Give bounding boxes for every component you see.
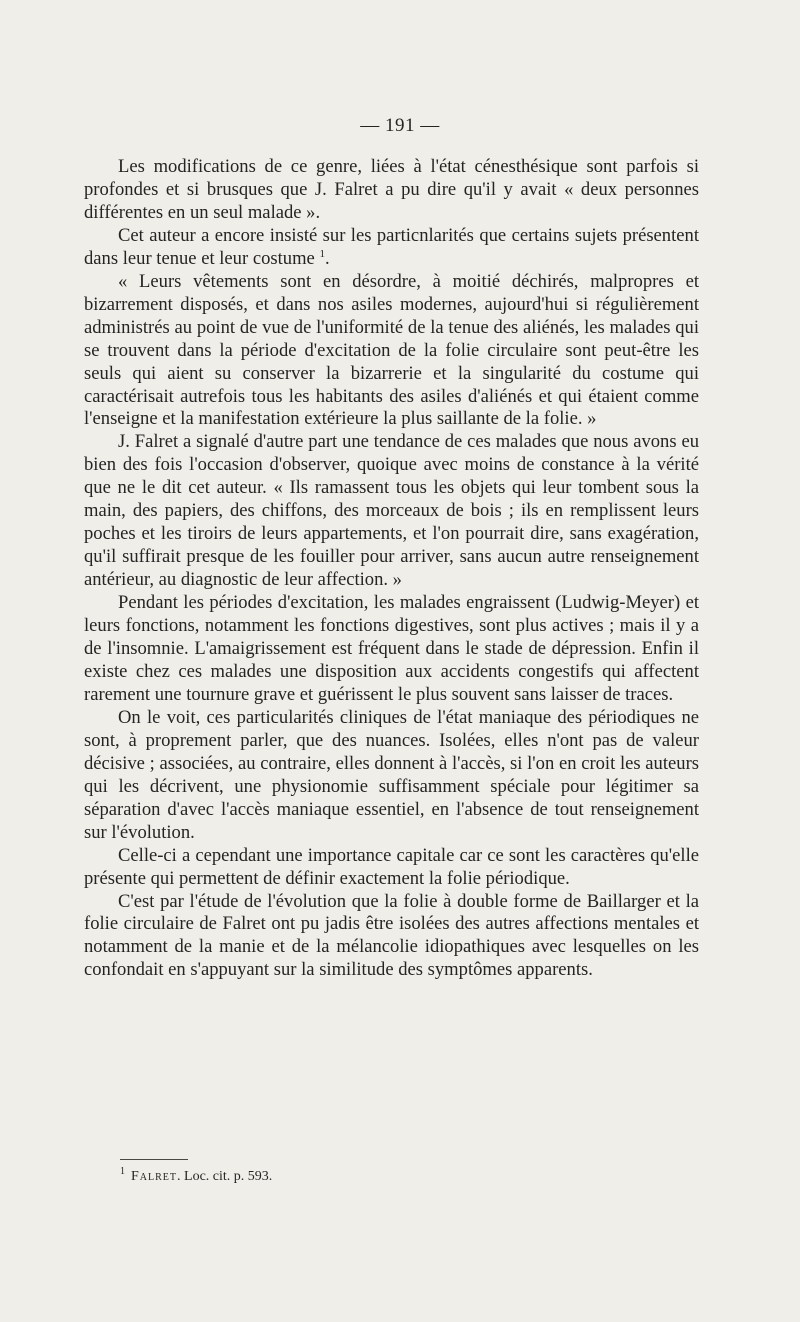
page-number: — 191 — [360,115,440,136]
paragraph: J. Falret a signalé d'autre part une tendance de ces malades que nous avons eu bien des fois l'occasion d'observer, quoique avec moins de constance à la vérité que ne le dit cet auteur. « Ils ramassent tous les objets qui leur tombent sous la main, des papiers, des chiffons, des morceaux de bois ; ils en remplissent leurs poches et les tiroirs de leurs appartements, et l'on pourrait dire, sans exagération, qu'il suffirait presque de les fouiller pour arriver, sans aucun autre renseignement antérieur, au diagnostic de leur affection. » [84,431,699,591]
footnote-divider [120,1159,188,1160]
paragraph: C'est par l'étude de l'évolution que la folie à double forme de Baillarger et la folie circulaire de Falret ont pu jadis être isolées des autres affections mentales et notamment de la manie et de la mélancolie idiopathiques avec lesquelles on les confondait en s'appuyant sur la similitude des symptômes apparents. [84,890,699,981]
paragraph-text: Cet auteur a encore insisté sur les particnlarités que certains sujets présentent dans leur tenue et leur costume [84,224,699,269]
paragraph: Pendant les périodes d'excitation, les malades engraissent (Ludwig-Meyer) et leurs fonctions, notamment les fonctions digestives, sont plus actives ; mais il y a de l'insomnie. L'amaigrissement est fréquent dans le stade de dépression. Enfin il existe chez ces malades une disposition aux accidents congestifs qui affectent rarement une tournure grave et guérissent le plus souvent sans laisser de traces. [84,592,699,705]
footnote-number: 1 [120,1166,125,1178]
paragraph: Les modifications de ce genre, liées à l'état cénesthésique sont parfois si profondes et si brusques que J. Falret a pu dire qu'il y avait « deux personnes différentes en un seul malade ». [84,156,699,223]
paragraph: « Leurs vêtements sont en désordre, à moitié déchirés, malpropres et bizarrement disposés, et dans nos asiles modernes, aujourd'hui si régulièrement administrés au point de vue de l'uniformité de la tenue des aliénés, les malades qui se trouvent dans la période d'excitation de la folie circulaire sont peut-être les seuls qui aient su conserver la bizarrerie et la singularité du costume qui caractérisait autrefois tous les habitants des asiles d'aliénés et qui étaient comme l'enseigne et la manifestation extérieure la plus saillante de la folie. » [84,270,699,430]
paragraph-text-end: . [324,247,330,269]
paragraph: On le voit, ces particularités cliniques de l'état maniaque des périodiques ne sont, à proprement parler, que des nuances. Isolées, elles n'ont pas de valeur décisive ; associées, au contraire, elles donnent à l'accès, si l'on en croit les auteurs qui les décrivent, une physionomie suffisamment spéciale pour légitimer sa séparation d'avec l'accès maniaque essentiel, en l'absence de tout renseignement sur l'évolution. [84,706,699,843]
footnote-text: . Loc. cit. p. 593. [177,1169,273,1184]
footnote-reference[interactable]: 1 [319,247,325,260]
paragraph: Celle-ci a cependant une importance capitale car ce sont les caractères qu'elle présente qui permettent de définir exactement la folie périodique. [84,844,699,889]
footnote [120,1168,680,1186]
body-text [84,156,699,982]
paragraph [84,225,699,271]
footnote-author: Falret [131,1169,178,1184]
